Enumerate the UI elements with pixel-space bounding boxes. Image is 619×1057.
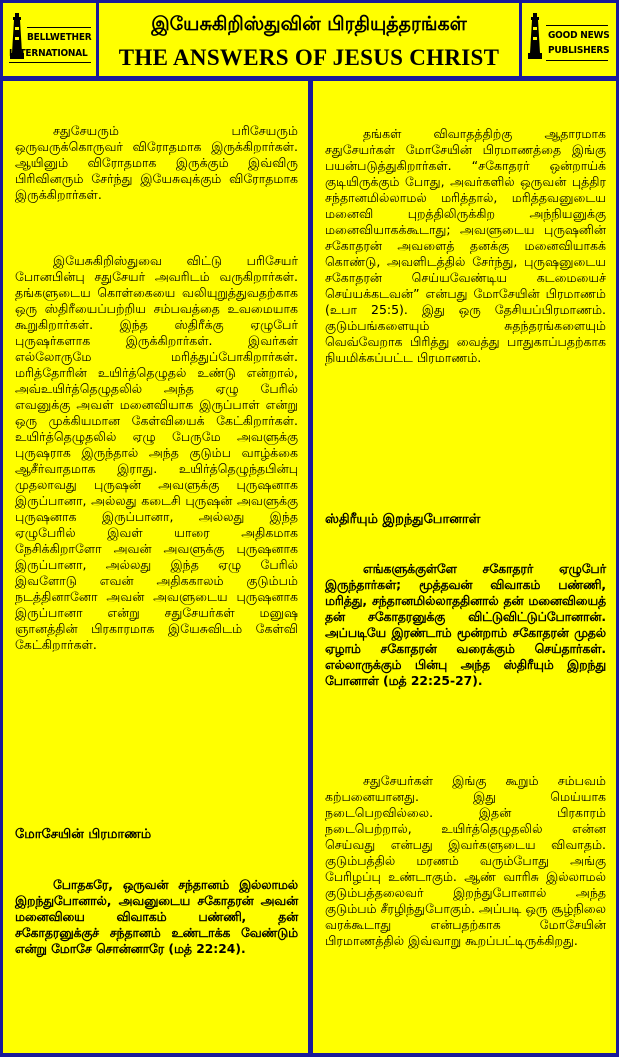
- logo-right-line1: GOOD NEWS: [548, 30, 610, 41]
- logo-right-line2: PUBLISHERS: [548, 45, 610, 56]
- logo-left-line1: BELLWETHER: [27, 32, 92, 43]
- right-paragraph-2: சதுசேயர்கள் இங்கு கூறும் சம்பவம் கற்பனையானது. இது மெய்யாக நடைபெறவில்லை. இதன் பிரகாரம் நடைபெற்றால், உயிர்த்தெழுதலில் என்ன செய்வது என்பது இவர்களுடைய விவாதம். குடும்பத்தில் மரணம் வரும்போது அங்கு பேரிழப்பு உண்டாகும். ஆண் வாரிசு இல்லாமல் குடும்பத்தலைவர் இறந்துபோனால் அந்த குடும்பம் சீரழிந்துபோகும். அப்படி ஒரு சூழ்நிலை வரக்கூடாது என்பதற்காக மோசேயின் பிரமாணத்தில் இவ்வாறு கூறப்பட்டிருக்கிறது.: [325, 773, 606, 948]
- title-english: THE ANSWERS OF JESUS CHRIST: [118, 45, 500, 70]
- page-header: [99, 3, 519, 76]
- left-paragraph-2: இயேசுகிறிஸ்துவை விட்டு பரிசேயர் போனபின்பு சதுசேயர் அவரிடம் வருகிறார்கள். தங்களுடைய கொள்கையை வலியுறுத்துவதற்காக ஒரு ஸ்திரீயைப்பற்றிய சம்பவத்தை உவமையாக கூறுகிறார்கள். இந்த ஸ்திரீக்கு ஏழுபேர் புருஷர்களாக இருக்கிறார்கள். இவர்கள் எல்லோருமே மரித்துப்போகிறார்கள். மரித்தோரின் உயிர்த்தெழுதல் உண்டு என்றால், அவ்உயிர்த்தெழுதலில் அந்த ஏழு பேரில் எவனுக்கு அவள் மனைவியாக இருப்பாள் என்று ஒரு முக்கியமான கேள்வியைக் கேட்கிறார்கள். உயிர்த்தெழுதலில் ஏழு பேருமே அவளுக்கு புருஷராக இருந்தால் அந்த குடும்ப வாழ்க்கை ஆசீர்வாதமாக இராது. உயிர்த்தெழுந்தபின்பு முதலாவது புருஷன் அவளுக்கு புருஷனாக இருப்பானா, அல்லது கடைசி புருஷன் அவளுக்கு புருஷனாக இருப்பானா, அல்லது இந்த ஏழுபேரில் இவள் யாரை அதிகமாக நேசிக்கிறாளோ அவன் அவளுக்கு புருஷனாக இருப்பானா, அல்லது இந்த ஏழு பேரில் இவளோடு எவன் அதிககாலம் குடும்பம் நடத்தினானோ அவன் அவளுடைய புருஷனாக இருப்பானா என்று சதுசேயர்கள் மனுஷ ஞானத்தின் பிரகாரமாக இயேசுவிடம் கேள்வி கேட்கிறார்கள்.: [15, 253, 298, 652]
- right-column: [313, 81, 616, 1053]
- left-column: [3, 81, 308, 1053]
- left-section-heading: மோசேயின் பிரமாணம்: [15, 827, 152, 842]
- logo-left-line2: INTERNATIONAL: [9, 48, 88, 59]
- left-paragraph-1: சதுசேயரும் பரிசேயரும் ஒருவருக்கொருவர் விரோதமாக இருக்கிறார்கள். ஆயினும் விரோதமாக இருக்கும் இவ்விரு பிரிவினரும் சேர்ந்து இயேசுவுக்கும் விரோதமாக இருக்கிறார்கள்.: [15, 123, 298, 202]
- title-tamil: இயேசுகிறிஸ்துவின் பிரதியுத்தரங்கள்: [151, 13, 467, 35]
- right-scripture-quote: எங்களுக்குள்ளே சகோதரர் ஏழுபேர் இருந்தார்கள்; மூத்தவன் விவாகம் பண்ணி, மரித்து, சந்தானமில்லாததினால் தன் மனைவியைத் தன் சகோதரனுக்கு விட்டுவிட்டுப்போனான். அப்படியே இரண்டாம் மூன்றாம் சகோதரன் முதல் ஏழாம் சகோதரன் வரைக்கும் செய்தார்கள். எல்லாருக்கும் பின்பு அந்த ஸ்திரீயும் இறந்து போனாள் (மத் 22:25-27).: [325, 562, 606, 688]
- lighthouse-icon: [528, 13, 542, 59]
- right-paragraph-1: தங்கள் விவாதத்திற்கு ஆதாரமாக சதுசேயர்கள் மோசேயின் பிரமாணத்தை இங்கு பயன்படுத்துகிறார்கள். “சகோதரர் ஒன்றாய்க் குடியிருக்கும் போது, அவர்களில் ஒருவன் புத்திர சந்தானமில்லாமல் மரித்தால், மரித்தவனுடைய மனைவி புறத்திலிருக்கிற அந்நியனுக்கு மனைவியாகக்கூடாது; அவளுடைய புருஷனின் சகோதரன் அவளைத் தனக்கு மனைவியாகக் கொண்டு, அவளிடத்தில் சேர்ந்து, புருஷனுடைய சகோதரன் செய்யவேண்டிய கடமையைச் செய்யக்கடவன்” என்பது மோசேயின் பிரமாணம் (உபா 25:5). இது ஒரு தேசியப்பிரமாணம். குடும்பங்களையும் சுதந்தரங்களையும் வெவ்வேறாக பிரித்து வைத்து பாதுகாப்பதற்காக நியமிக்கப்பட்ட பிரமாணம்.: [325, 126, 606, 365]
- right-section-heading: ஸ்திரீயும் இறந்துபோனாள்: [325, 512, 481, 527]
- bellwether-logo: [3, 3, 96, 76]
- left-scripture-quote: போதகரே, ஒருவன் சந்தானம் இல்லாமல் இறந்துபோனால், அவனுடைய சகோதரன் அவன் மனைவியை விவாகம் பண்ணி, தன் சகோதரனுக்குச் சந்தானம் உண்டாக்க வேண்டும் என்று மோசே சொன்னாரே (மத் 22:24).: [15, 878, 298, 956]
- good-news-logo: [522, 3, 616, 76]
